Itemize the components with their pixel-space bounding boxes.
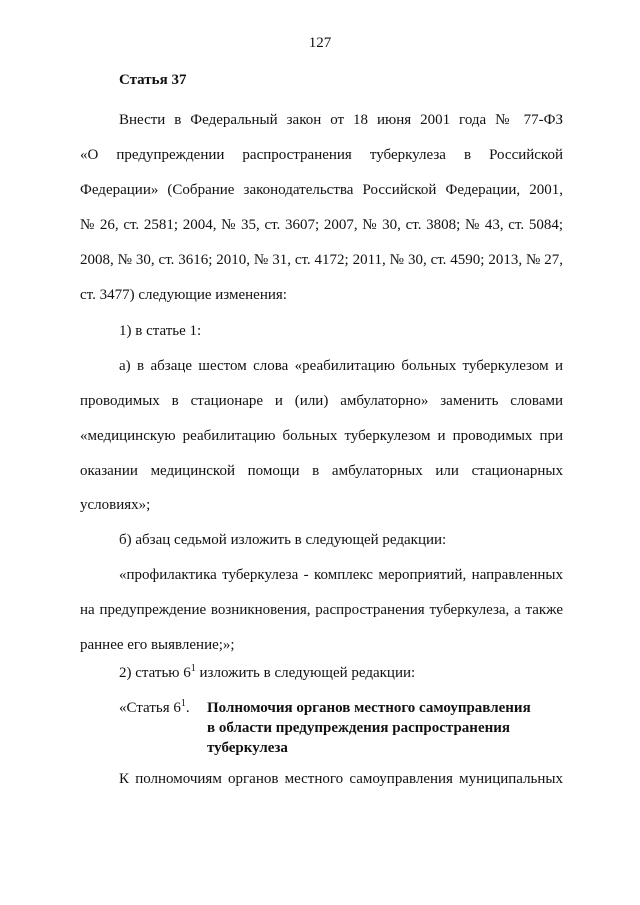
paragraph-line: Федерации» (Собрание законодательства Российской Федерации, 2001, [80,182,563,198]
paragraph-line: раннее его выявление;»; [80,637,235,653]
paragraph-line: № 26, ст. 2581; 2004, № 35, ст. 3607; 2007, № 30, ст. 3808; № 43, ст. 5084; [80,217,563,233]
article-title-line: Полномочия органов местного самоуправления [207,700,531,716]
paragraph-line: условиях»; [80,497,151,513]
paragraph-line: Внести в Федеральный закон от 18 июня 2001 года № 77-ФЗ [119,112,563,128]
paragraph-line: оказании медицинской помощи в амбулаторных или стационарных [80,463,563,479]
article-title-line: в области предупреждения распространения [207,720,510,736]
paragraph-line: «профилактика туберкулеза - комплекс мероприятий, направленных [119,567,563,583]
list-item: б) абзац седьмой изложить в следующей редакции: [119,532,447,548]
article-title-line: туберкулеза [207,740,288,756]
paragraph-line: «медицинскую реабилитацию больных туберкулезом и проводимых при [80,428,563,444]
list-item: 1) в статье 1: [119,323,202,339]
item2-text-end: изложить в следующей редакции: [195,665,416,681]
new-article-title [207,698,547,758]
paragraph-line: «О предупреждении распространения туберкулеза в Российской [80,147,563,163]
article-heading: Статья 37 [119,72,187,88]
superscript: 1 [180,698,186,709]
superscript: 1 [190,663,196,674]
paragraph-line: 2008, № 30, ст. 3616; 2010, № 31, ст. 4172; 2011, № 30, ст. 4590; 2013, № 27, [80,252,563,268]
item2-text: 2) статью 6 [119,665,191,681]
paragraph-line: К полномочиям органов местного самоуправления муниципальных [119,771,563,787]
paragraph-line: ст. 3477) следующие изменения: [80,287,287,303]
list-item [119,664,415,682]
new-article-label: «Статья $6^1$. [119,698,190,716]
paragraph-line: на предупреждение возникновения, распространения туберкулеза, а также [80,602,563,618]
page-number: 127 [308,35,332,51]
paragraph-line: проводимых в стационаре и (или) амбулаторно» заменить словами [80,393,563,409]
paragraph-line: а) в абзаце шестом слова «реабилитацию больных туберкулезом и [119,358,563,374]
